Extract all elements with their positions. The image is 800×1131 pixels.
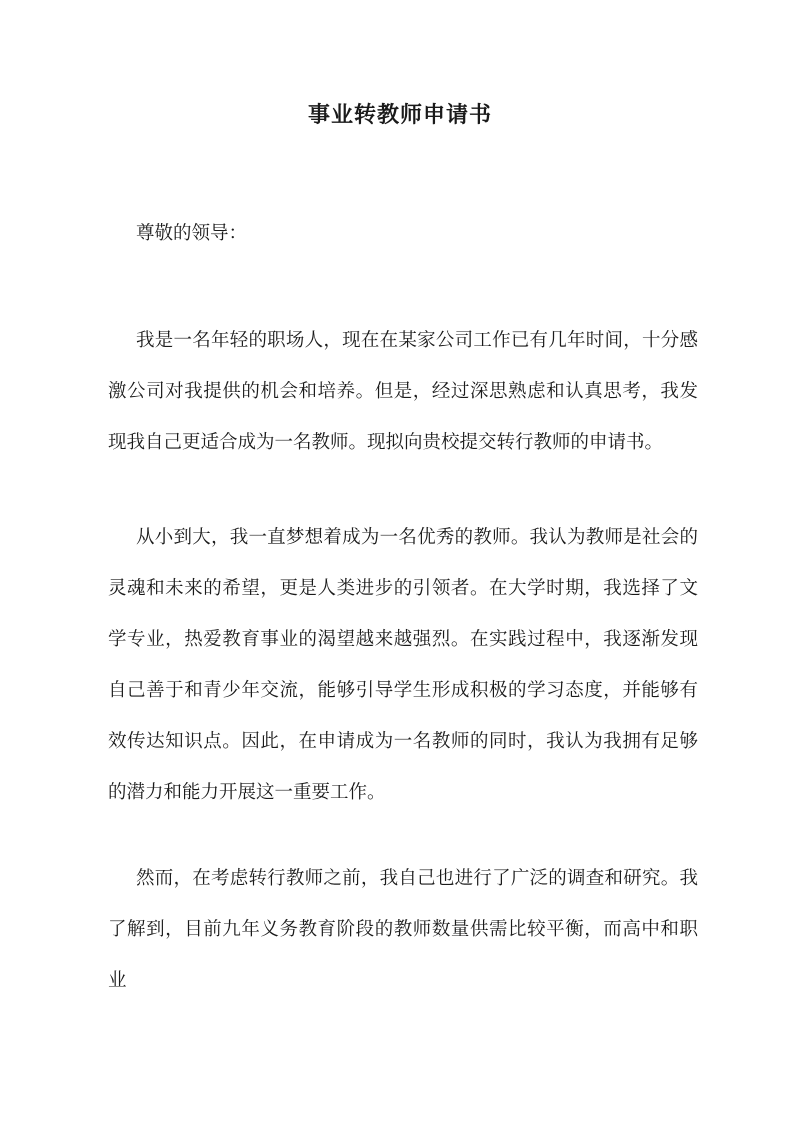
salutation: 尊敬的领导： [136, 223, 248, 244]
paragraph-1: 我是一名年轻的职场人，现在在某家公司工作已有几年时间，十分感激公司对我提供的机会和培养。但是，经过深思熟虑和认真思考，我发现我自己更适合成为一名教师。现拟向贵校提交转行教师的申请书。 [108, 330, 698, 453]
document-title: 事业转教师申请书 [307, 102, 492, 128]
paragraph-2: 从小到大，我一直梦想着成为一名优秀的教师。我认为教师是社会的灵魂和未来的希望，更是人类进步的引领者。在大学时期，我选择了文学专业，热爱教育事业的渴望越来越强烈。在实践过程中，我逐渐发现自己善于和青少年交流，能够引导学生形成积极的学习态度，并能够有效传达知识点。因此，在申请成为一名教师的同时，我认为我拥有足够的潜力和能力开展这一重要工作。 [108, 527, 698, 803]
paragraph-3: 然而，在考虑转行教师之前，我自己也进行了广泛的调查和研究。我了解到，目前九年义务教育阶段的教师数量供需比较平衡，而高中和职业 [108, 868, 698, 991]
